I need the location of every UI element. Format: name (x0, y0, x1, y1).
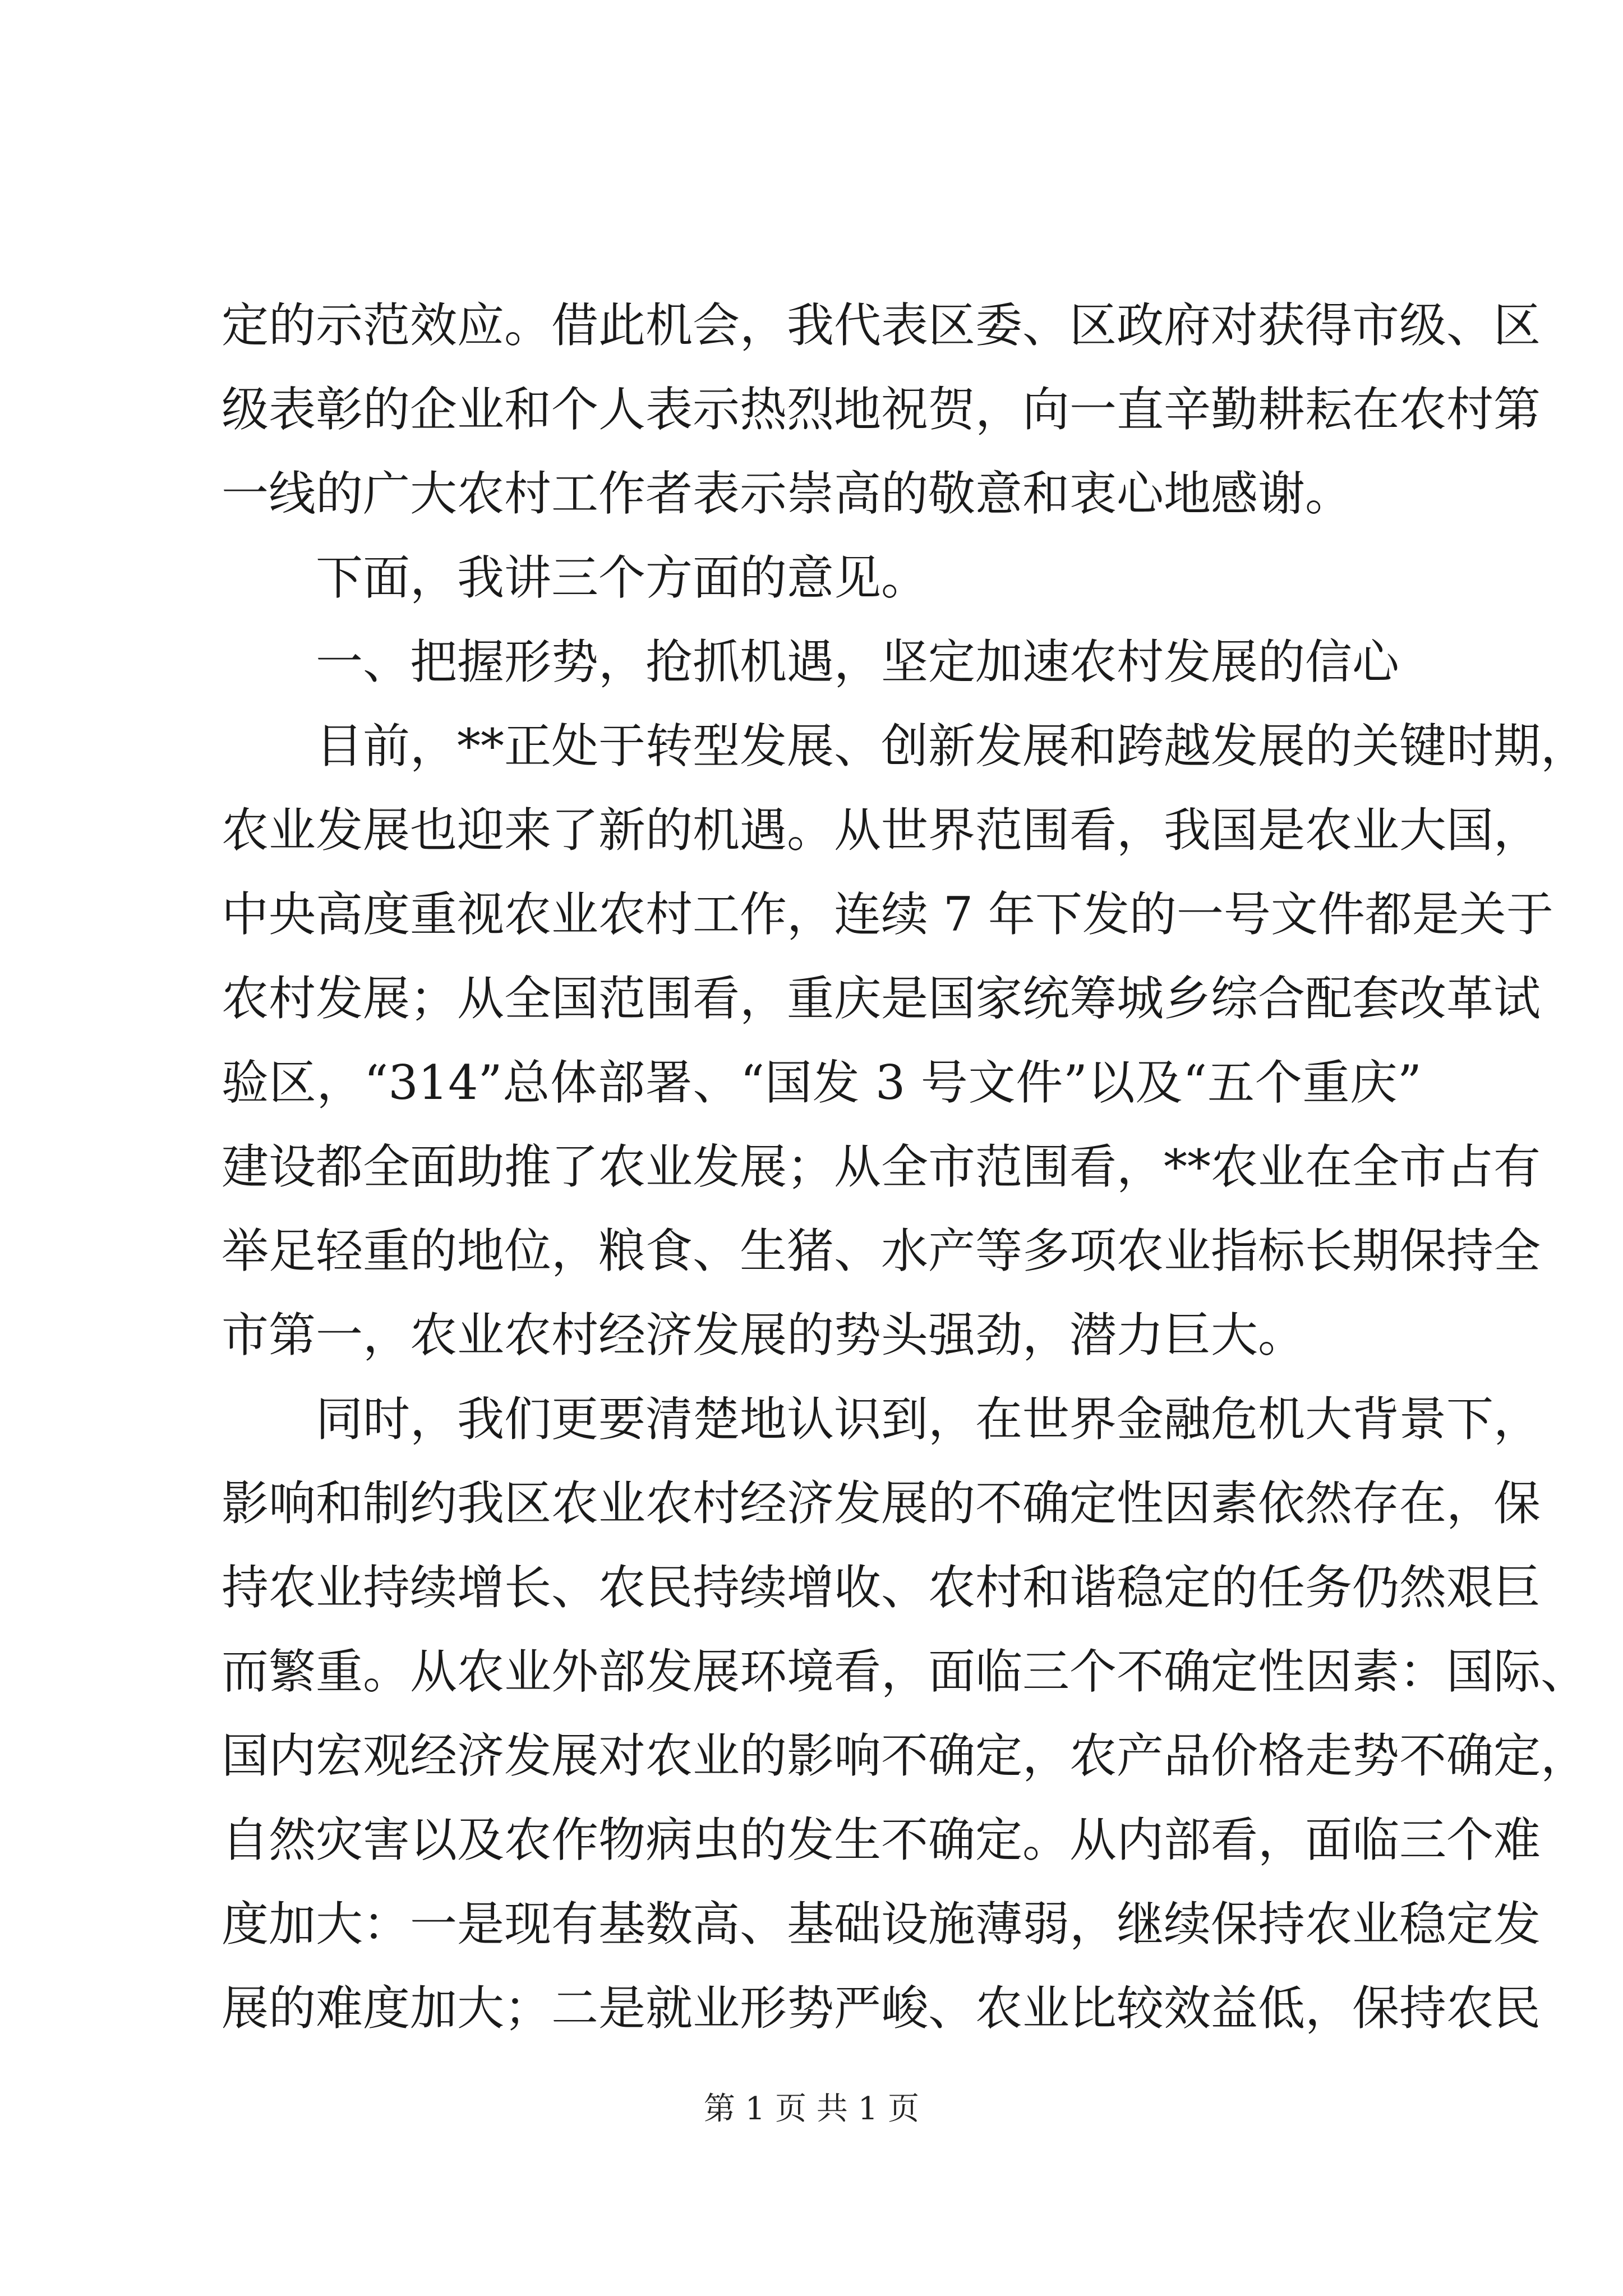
document-body (222, 283, 1588, 2050)
text-line: 定的示范效应。借此机会，我代表区委、区政府对获得市级、区 (222, 298, 1541, 353)
text-line: 级表彰的企业和个人表示热烈地祝贺，向一直辛勤耕耘在农村第 (222, 382, 1541, 437)
text-line: 国内宏观经济发展对农业的影响不确定，农产品价格走势不确定， (222, 1728, 1588, 1783)
text-line: 一线的广大农村工作者表示崇高的敬意和衷心地感谢。 (222, 466, 1353, 521)
text-line: 影响和制约我区农业农村经济发展的不确定性因素依然存在，保 (222, 1476, 1541, 1531)
text-line: 自然灾害以及农作物病虫的发生不确定。从内部看，面临三个难 (222, 1812, 1541, 1867)
text-line: 目前，**正处于转型发展、创新发展和跨越发展的关键时期， (316, 719, 1588, 774)
page-number-footer: 第 1 页 共 1 页 (703, 2091, 920, 2127)
text-line: 农业发展也迎来了新的机遇。从世界范围看，我国是农业大国， (222, 803, 1541, 858)
text-line: 展的难度加大；二是就业形势严峻、农业比较效益低，保持农民 (222, 1981, 1541, 2036)
text-line: 下面，我讲三个方面的意见。 (316, 550, 929, 605)
text-line: 度加大：一是现有基数高、基础设施薄弱，继续保持农业稳定发 (222, 1897, 1541, 1952)
text-line: 市第一，农业农村经济发展的势头强劲，潜力巨大。 (222, 1308, 1306, 1363)
text-line: 建设都全面助推了农业发展；从全市范围看，**农业在全市占有 (222, 1139, 1541, 1194)
section-heading: 一、把握形势，抢抓机遇，坚定加速农村发展的信心 (316, 634, 1400, 689)
text-line: 农村发展；从全国范围看，重庆是国家统筹城乡综合配套改革试 (222, 971, 1541, 1026)
text-line: 持农业持续增长、农民持续增收、农村和谐稳定的任务仍然艰巨 (222, 1560, 1541, 1615)
text-line: 中央高度重视农业农村工作，连续 7 年下发的一号文件都是关于 (222, 887, 1553, 942)
text-line: 举足轻重的地位，粮食、生猪、水产等多项农业指标长期保持全 (222, 1223, 1541, 1278)
text-line: 同时，我们更要清楚地认识到，在世界金融危机大背景下， (316, 1392, 1541, 1447)
text-line: 而繁重。从农业外部发展环境看，面临三个不确定性因素：国际、 (222, 1644, 1588, 1699)
text-line: 验区，“314”总体部署、“国发 3 号文件”以及“五个重庆” (222, 1055, 1422, 1110)
